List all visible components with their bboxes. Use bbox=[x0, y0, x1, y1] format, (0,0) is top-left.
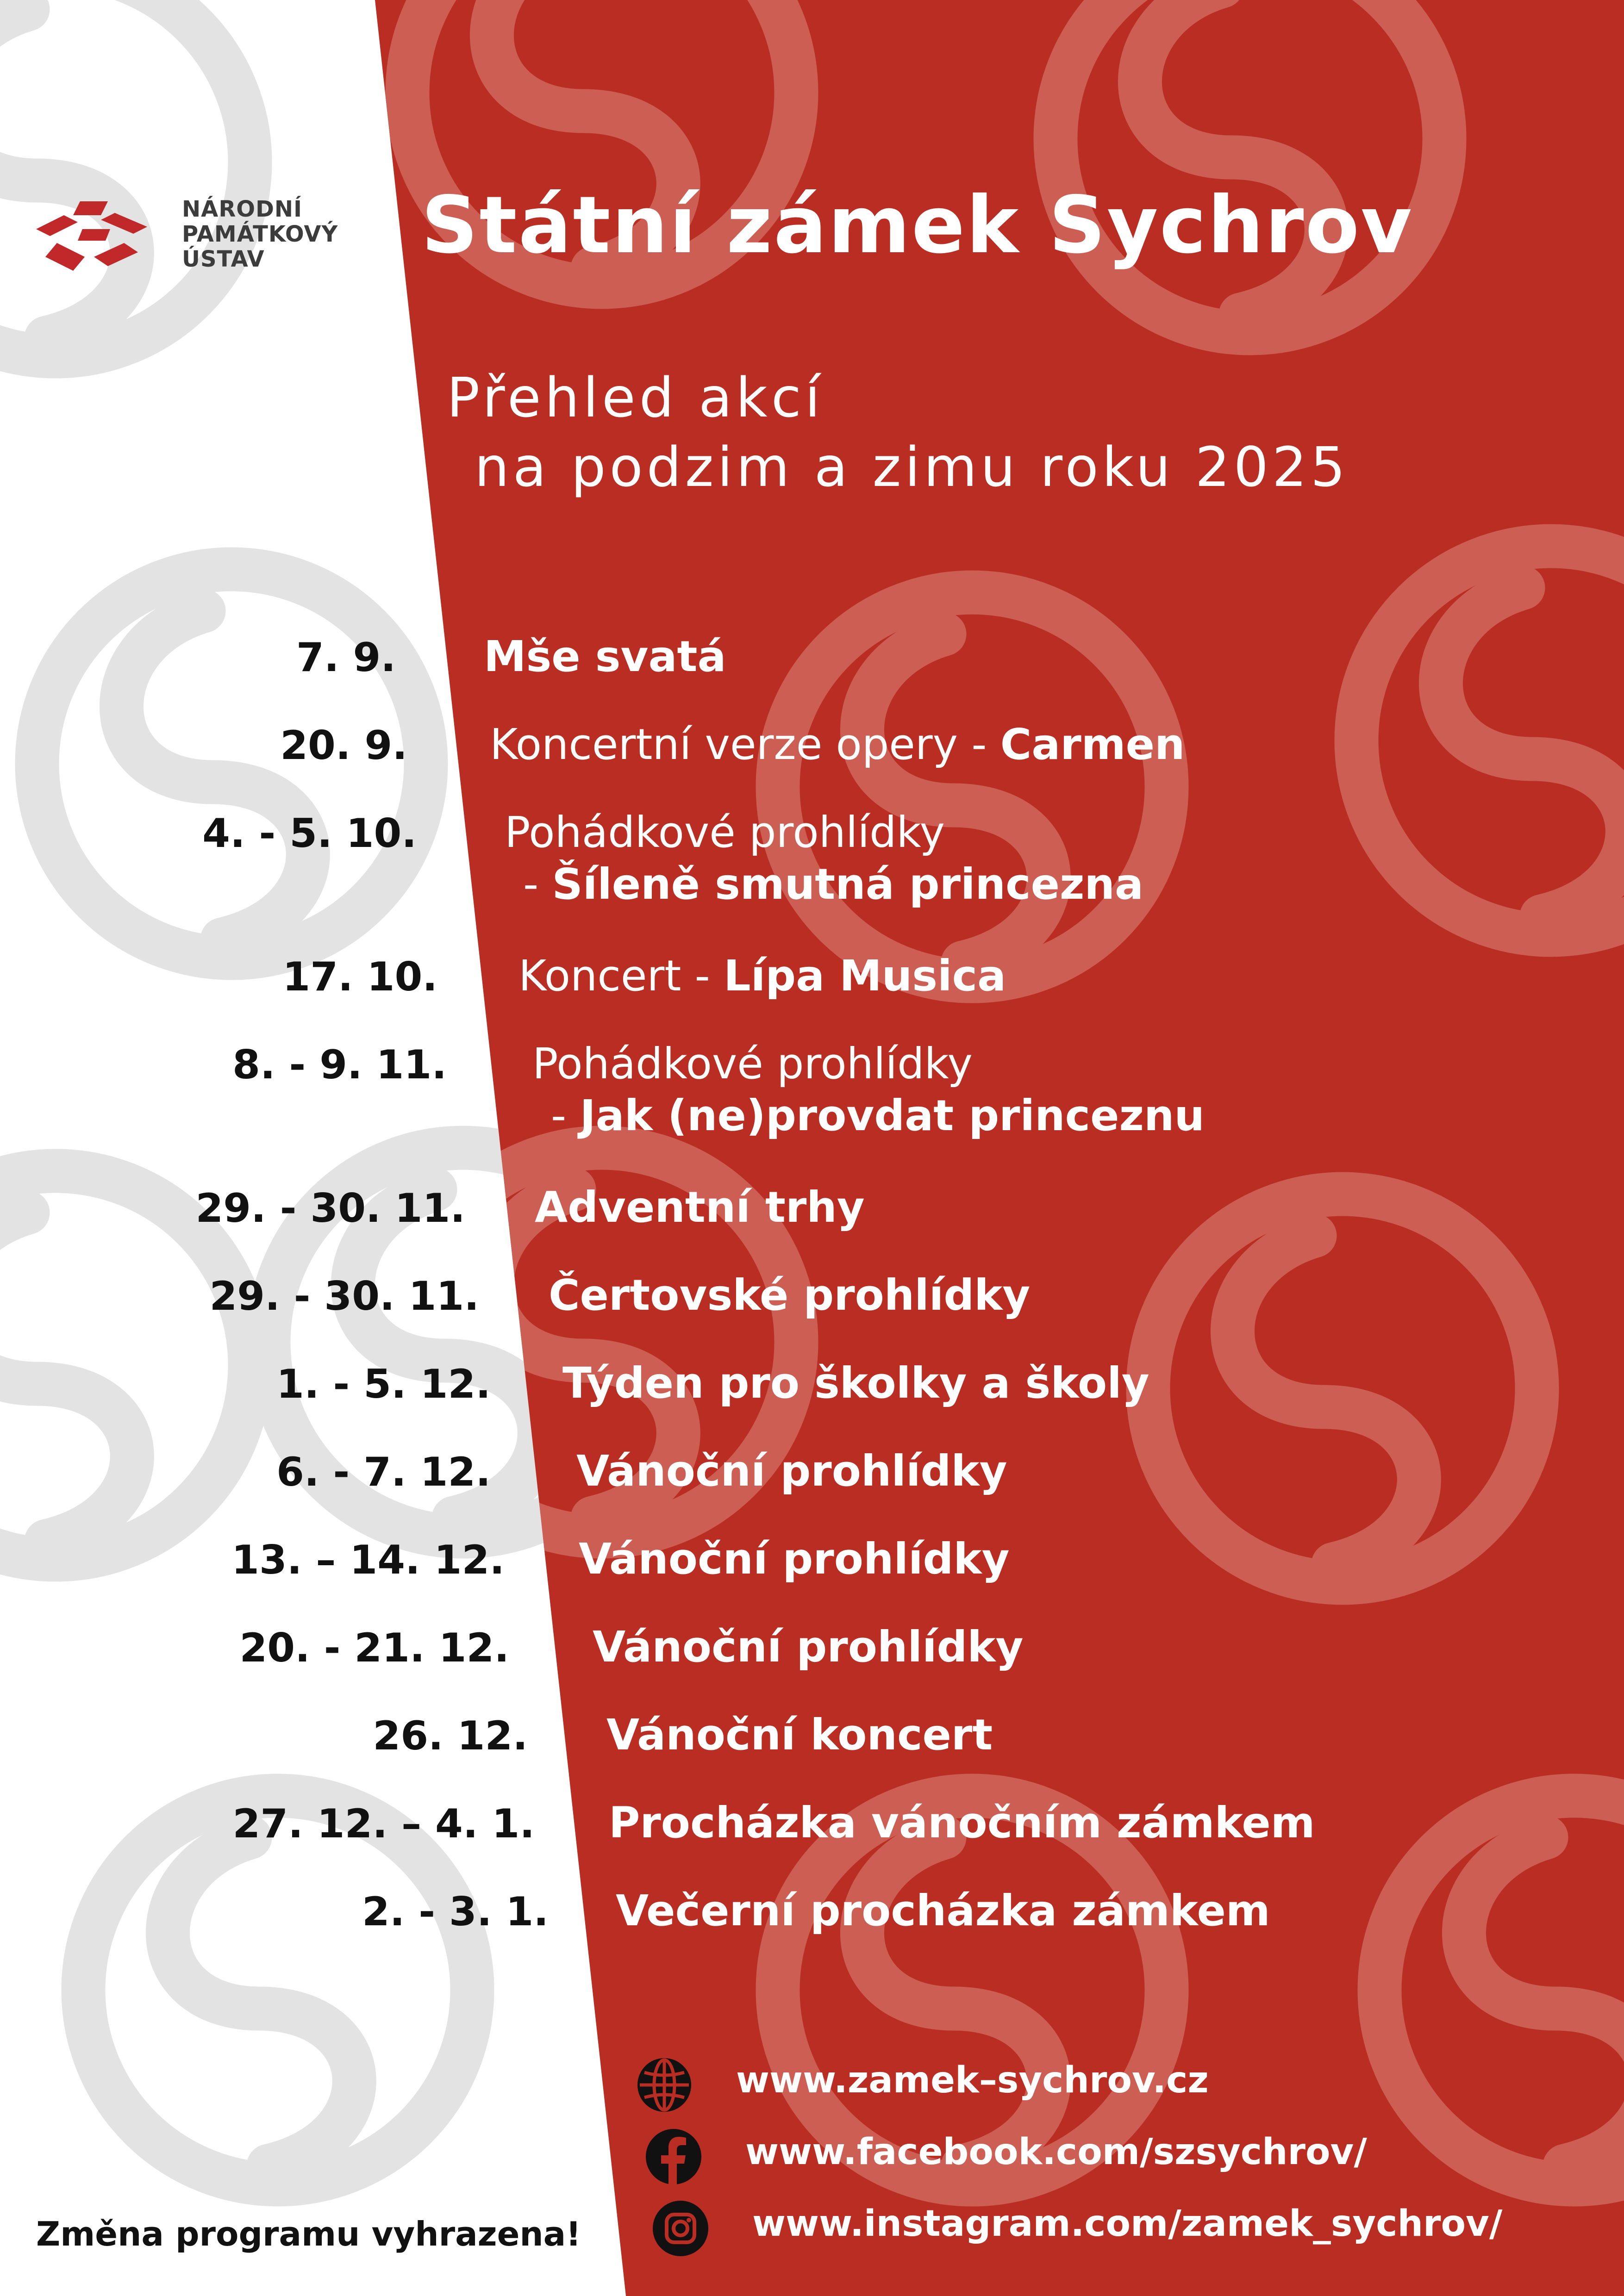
event-title-prefix: Pohádkové prohlídky bbox=[532, 1039, 973, 1089]
logo-line-3: ÚSTAV bbox=[182, 246, 265, 272]
program-change-note: Změna programu vyhrazena! bbox=[36, 2215, 581, 2253]
event-date: 26. 12. bbox=[373, 1713, 528, 1759]
event-title bbox=[532, 1039, 973, 1089]
link-row[interactable] bbox=[634, 2055, 1430, 2115]
event-title-highlight: Vánoční prohlídky bbox=[579, 1534, 1010, 1584]
event-date: 27. 12. – 4. 1. bbox=[232, 1801, 535, 1847]
event-title-highlight: Procházka vánočním zámkem bbox=[609, 1798, 1315, 1848]
logo-line-1: NÁRODNÍ bbox=[182, 196, 302, 222]
event-title-highlight: Týden pro školky a školy bbox=[562, 1358, 1149, 1408]
logo-line-2: PAMÁTKOVÝ bbox=[182, 221, 338, 247]
event-title-highlight: Večerní procházka zámkem bbox=[616, 1886, 1270, 1935]
event-title-highlight: Čertovské prohlídky bbox=[549, 1270, 1031, 1320]
link-row[interactable] bbox=[650, 2198, 1503, 2259]
event-date: 7. 9. bbox=[296, 635, 396, 681]
instagram-icon bbox=[650, 2198, 711, 2259]
event-title-dash: - bbox=[551, 1091, 580, 1140]
event-date: 17. 10. bbox=[282, 954, 437, 1000]
link-row[interactable] bbox=[643, 2127, 1440, 2187]
event-date: 6. - 7. 12. bbox=[276, 1449, 491, 1495]
event-title bbox=[562, 1358, 1149, 1408]
subtitle-line-1: Přehled akcí bbox=[447, 366, 824, 429]
event-date: 20. 9. bbox=[280, 722, 407, 769]
event-title bbox=[505, 808, 945, 857]
facebook-icon bbox=[643, 2127, 704, 2187]
event-title bbox=[576, 1446, 1007, 1496]
event-title-line-2 bbox=[523, 859, 1143, 909]
logo-text bbox=[182, 197, 338, 272]
link-text[interactable]: www.zamek–sychrov.cz bbox=[736, 2060, 1209, 2101]
event-date: 20. - 21. 12. bbox=[239, 1625, 509, 1671]
npu-logo-icon bbox=[36, 197, 161, 278]
event-title bbox=[518, 951, 1006, 1001]
event-title bbox=[484, 632, 726, 681]
event-title bbox=[490, 720, 1185, 769]
event-title-highlight: Šíleně smutná princezna bbox=[552, 859, 1144, 909]
event-title-highlight: Mše svatá bbox=[484, 632, 726, 681]
event-title-highlight: Lípa Musica bbox=[724, 951, 1006, 1001]
event-date: 1. - 5. 12. bbox=[276, 1361, 491, 1407]
event-date: 2. - 3. 1. bbox=[362, 1889, 549, 1935]
event-title bbox=[593, 1622, 1024, 1672]
event-title-prefix: Pohádkové prohlídky bbox=[505, 808, 945, 857]
event-title-highlight: Jak (ne)provdat princeznu bbox=[580, 1091, 1205, 1140]
event-title-prefix: Koncert - bbox=[518, 951, 724, 1001]
event-date: 13. – 14. 12. bbox=[231, 1537, 505, 1583]
event-date: 29. - 30. 11. bbox=[195, 1185, 465, 1232]
link-text[interactable]: www.instagram.com/zamek_sychrov/ bbox=[752, 2203, 1503, 2245]
event-title-highlight: Vánoční prohlídky bbox=[593, 1622, 1024, 1672]
event-title bbox=[579, 1534, 1010, 1584]
event-title bbox=[609, 1798, 1315, 1848]
event-date: 4. - 5. 10. bbox=[202, 810, 417, 857]
event-title bbox=[535, 1182, 865, 1232]
event-title-highlight: Vánoční koncert bbox=[606, 1710, 993, 1760]
event-title-line-2 bbox=[551, 1091, 1205, 1140]
link-text[interactable]: www.facebook.com/szsychrov/ bbox=[745, 2131, 1367, 2173]
event-title-dash: - bbox=[523, 859, 552, 909]
event-date: 29. - 30. 11. bbox=[209, 1273, 479, 1319]
page-title: Státní zámek Sychrov bbox=[421, 180, 1413, 271]
event-title-highlight: Vánoční prohlídky bbox=[576, 1446, 1007, 1496]
event-title-highlight: Adventní trhy bbox=[535, 1182, 865, 1232]
event-title bbox=[606, 1710, 993, 1760]
event-title-prefix: Koncertní verze opery - bbox=[490, 720, 1000, 769]
event-title bbox=[549, 1270, 1030, 1320]
subtitle-line-2: na podzim a zimu roku 2025 bbox=[475, 435, 1349, 499]
event-title bbox=[616, 1886, 1270, 1935]
event-date: 8. - 9. 11. bbox=[232, 1042, 447, 1088]
event-title-highlight: Carmen bbox=[1000, 720, 1185, 769]
globe-icon bbox=[634, 2055, 694, 2115]
